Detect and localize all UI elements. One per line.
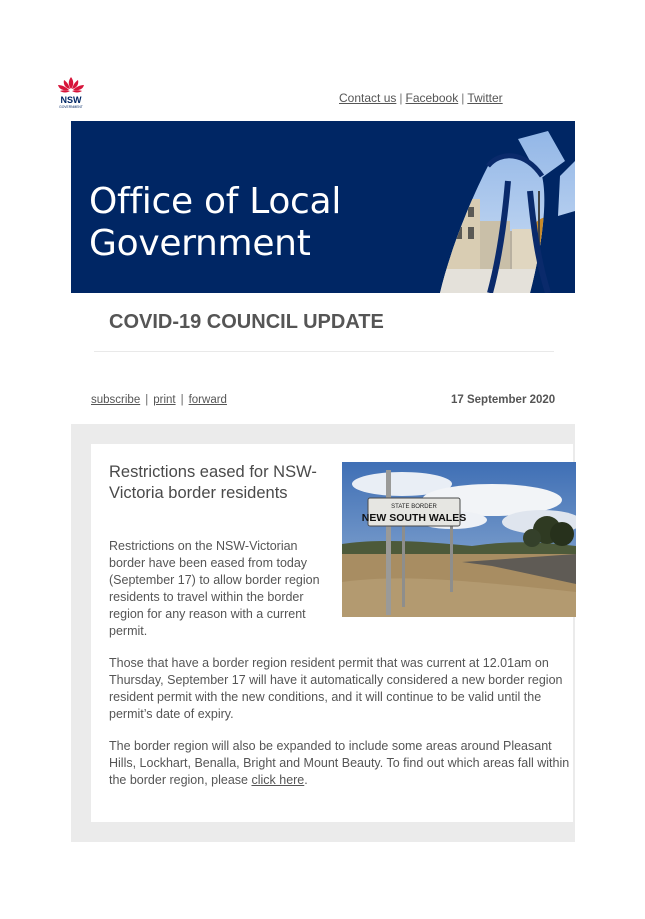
paragraph-end: . xyxy=(304,773,308,787)
action-links xyxy=(91,394,227,406)
contact-us-link[interactable]: Contact us xyxy=(339,91,397,105)
link-separator: | xyxy=(399,91,403,105)
nsw-government-logo[interactable] xyxy=(55,76,87,110)
sign-large-text: NEW SOUTH WALES xyxy=(361,512,467,524)
click-here-link[interactable]: click here xyxy=(251,773,305,787)
newsletter-date: 17 September 2020 xyxy=(451,394,556,406)
waratah-icon xyxy=(55,76,87,110)
article-paragraph: Those that have a border region resident permit that was current at 12.01am on Thursday, September 17 will have it automatically considered a new border region resident permit with the new conditions, and it will continue to be valid until the permit’s date of expiry. xyxy=(109,656,563,721)
article-title: Restrictions eased for NSW-Victoria border residents xyxy=(109,463,317,502)
border-sign-photo xyxy=(342,462,576,617)
facebook-link[interactable]: Facebook xyxy=(405,91,459,105)
newsletter-title: COVID-19 COUNCIL UPDATE xyxy=(109,311,384,333)
logo-text: NSW xyxy=(60,95,82,105)
logo-subtext: GOVERNMENT xyxy=(59,105,83,109)
banner-waratah-graphic xyxy=(430,121,575,293)
paragraph-text: The border region will also be expanded to include some areas around Pleasant Hills, Lockhart, Benalla, Bright and Mount Beauty. To find out which areas fall within the border region, please xyxy=(109,739,570,787)
twitter-link[interactable]: Twitter xyxy=(467,91,503,105)
forward-link[interactable]: forward xyxy=(188,394,227,406)
article-paragraph xyxy=(109,738,579,789)
banner-title: Office of Local Government xyxy=(89,181,342,264)
link-separator: | xyxy=(145,394,149,406)
article-paragraph: Restrictions on the NSW-Victorian border have been eased from today (September 17) to allow border region residents to travel within the border region for any reason with a current permit. xyxy=(109,539,320,638)
header-banner xyxy=(71,121,575,293)
link-separator: | xyxy=(461,91,465,105)
sign-small-text: STATE BORDER xyxy=(391,504,437,510)
header-links xyxy=(339,91,503,105)
link-separator: | xyxy=(180,394,184,406)
title-divider xyxy=(94,351,554,352)
subscribe-link[interactable]: subscribe xyxy=(91,394,141,406)
print-link[interactable]: print xyxy=(153,394,176,406)
